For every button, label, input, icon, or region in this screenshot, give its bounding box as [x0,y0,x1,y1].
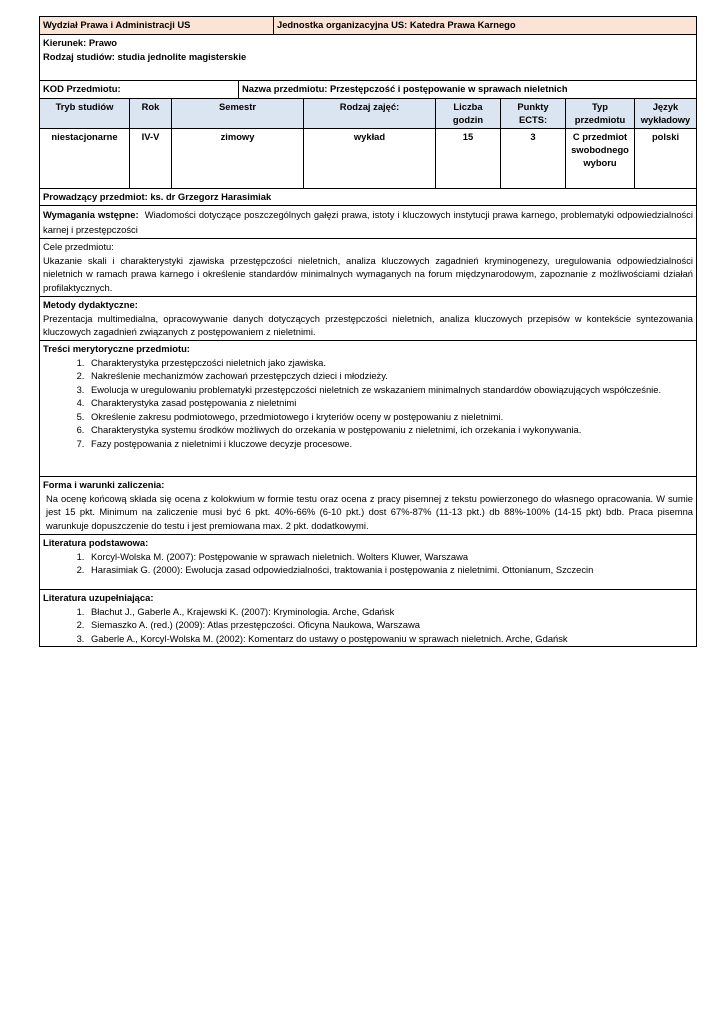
list-item: 2. Nakreślenie mechanizmów zachowań przestępczych dzieci i młodzieży. [87,369,693,383]
col-punkty: Punkty ECTS: [501,99,566,129]
list-item: 5. Określenie zakresu podmiotowego, przedmiotowego i kryteriów oceny w postępowaniu z nieletnimi. [87,410,693,424]
program-info [39,35,697,81]
assessment-text: Na ocenę końcową składa się ocena z kolokwium w formie testu oraz ocena z pracy pisemnej z tekstu powierzonego do własnego opracowania. W sumie jest 15 pkt. Minimum na zaliczenie musi być 6 pkt. 40%-66% (6-10 pkt.) dost 67%-87% (11-13 pkt.) db 88%-100% (14-15 pkt) bdb. Praca pisemna warunkuje dopuszczenie do testu i jest premiowana max. 2 pkt. dodatkowymi. [46,492,693,531]
goals-section [39,239,697,297]
header-table [39,16,697,35]
value-punkty: 3 [501,129,566,189]
course-code-label: KOD Przedmiotu: [40,81,239,99]
list-item: 2. Harasimiak G. (2000): Ewolucja zasad odpowiedzialności, traktowania i postępowania z nieletnimi. Ottonianum, Szczecin [87,563,693,577]
goals-text: Ukazanie skali i charakterystyki zjawiska przestępczości nieletnich, analiza kluczowych zagadnień kryminogenezy, uregulowania odpowiedzialności nieletnich w ramach prawa karnego i określenie standardów minimalnych wymaganych na forum międzynarodowym, zapoznanie z możliwościami działań profilaktycznych. [43,254,693,293]
value-typ: C przedmiot swobodnego wyboru [566,129,635,189]
methods-section [39,297,697,341]
list-item: 2. Siemaszko A. (red.) (2009): Atlas przestępczości. Oficyna Naukowa, Warszawa [87,618,693,632]
faculty-cell: Wydział Prawa i Administracji US [40,17,274,35]
literature-basic-list [43,550,693,577]
content-list [43,356,693,451]
lecturer: Prowadzący przedmiot: ks. dr Grzegorz Harasimiak [39,189,697,206]
col-rok: Rok [130,99,172,129]
col-jezyk: Język wykładowy [635,99,697,129]
requirements-section [39,206,697,239]
list-item: 3. Ewolucja w uregulowaniu problematyki przestępczości nieletnich ze wskazaniem minimalnych standardów obowiązujących współcześnie. [87,383,693,397]
content-label: Treści merytoryczne przedmiotu: [43,343,190,354]
content-section [39,341,697,477]
assessment-label: Forma i warunki zaliczenia: [43,479,165,490]
col-typ: Typ przedmiotu [566,99,635,129]
col-liczba: Liczba godzin [436,99,501,129]
col-semestr: Semestr [172,99,304,129]
list-item: 6. Charakterystyka systemu środków możliwych do orzekania w postępowaniu z nieletnimi, ich orzekania i wykonywania. [87,423,693,437]
goals-label: Cele przedmiotu: [43,241,114,252]
value-liczba: 15 [436,129,501,189]
course-parameters-table [39,99,697,189]
list-item: 3. Gaberle A., Korcyl-Wolska M. (2002): Komentarz do ustawy o postępowaniu w sprawach nieletnich. Arche, Gdańsk [87,632,693,646]
literature-basic-label: Literatura podstawowa: [43,537,149,548]
value-rok: IV-V [130,129,172,189]
literature-extra-list [43,605,693,646]
value-semestr: zimowy [172,129,304,189]
list-item: 4. Charakterystyka zasad postępowania z nieletnimi [87,396,693,410]
list-item: 1. Charakterystyka przestępczości nieletnich jako zjawiska. [87,356,693,370]
methods-text: Prezentacja multimedialna, opracowywanie danych dotyczących przestępczości nieletnich, analiza kluczowych przepisów w kontekście syntezowania kluczowych zagadnień związanych z postępowaniem z nieletnimi. [43,312,693,337]
parameters-value-row [40,129,697,189]
value-jezyk: polski [635,129,697,189]
course-name: Nazwa przedmiotu: Przestępczość i postępowanie w sprawach nieletnich [239,81,697,99]
program-direction: Kierunek: Prawo [43,37,117,48]
col-tryb: Tryb studiów [40,99,130,129]
unit-cell: Jednostka organizacyjna US: Katedra Prawa Karnego [274,17,697,35]
requirements-label: Wymagania wstępne: [43,209,139,220]
literature-basic-section [39,535,697,590]
value-rodzaj: wykład [304,129,436,189]
course-table [39,81,697,99]
assessment-section [39,477,697,535]
requirements-text: Wiadomości dotyczące poszczególnych gałęzi prawa, istoty i kluczowych instytucji prawa karnego, problematyki odpowiedzialności karnej i przestępczości [43,209,693,235]
value-tryb: niestacjonarne [40,129,130,189]
syllabus-document [39,16,697,647]
col-rodzaj: Rodzaj zajęć: [304,99,436,129]
literature-extra-section [39,590,697,647]
methods-label: Metody dydaktyczne: [43,299,138,310]
parameters-header-row [40,99,697,129]
literature-extra-label: Literatura uzupełniająca: [43,592,154,603]
list-item: 1. Błachut J., Gaberle A., Krajewski K. (2007): Kryminologia. Arche, Gdańsk [87,605,693,619]
list-item: 1. Korcyl-Wolska M. (2007): Postępowanie w sprawach nieletnich. Wolters Kluwer, Warszawa [87,550,693,564]
list-item: 7. Fazy postępowania z nieletnimi i kluczowe decyzje procesowe. [87,437,693,451]
program-study-type: Rodzaj studiów: studia jednolite magisterskie [43,50,247,62]
